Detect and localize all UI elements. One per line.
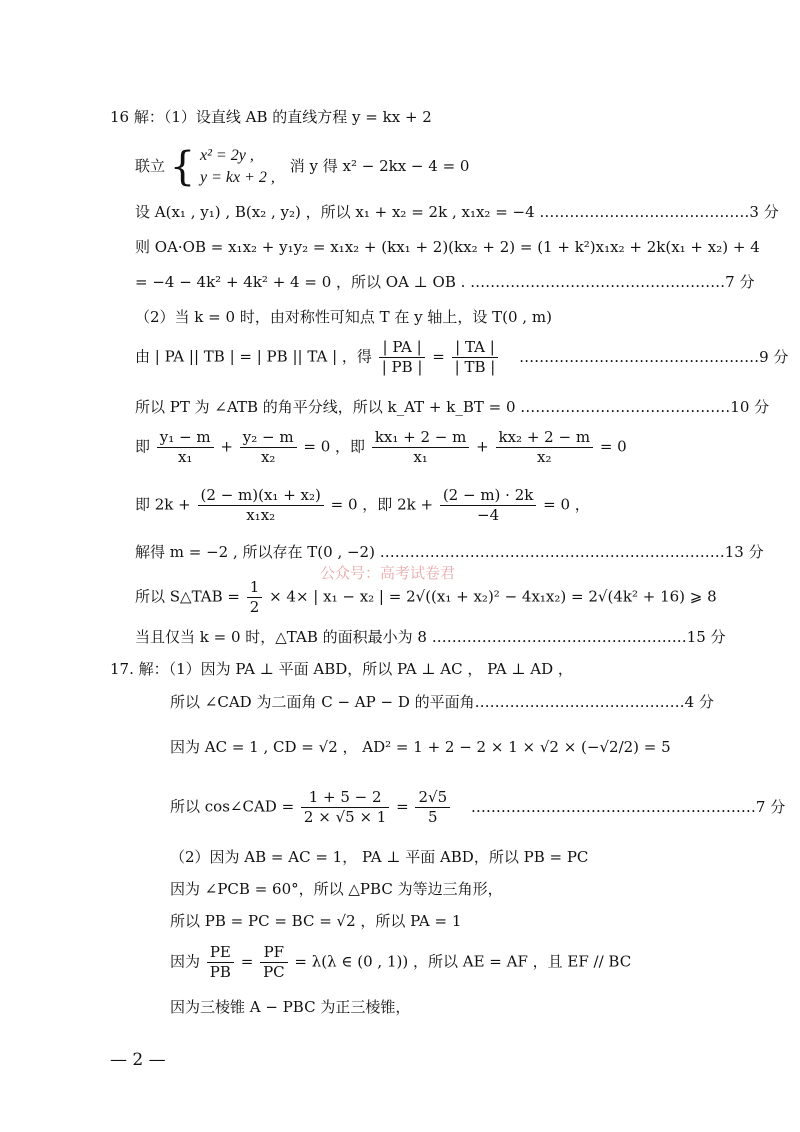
fraction-denominator: 2 × √5 × 1 (303, 808, 387, 826)
line-part2-17: （2）因为 AB = AC = 1， PA ⊥ 平面 ABD，所以 PB = PC (170, 848, 589, 866)
fraction-numerator: (2 − m) · 2k (440, 488, 537, 506)
line-angle-bisector: 所以 PT 为 ∠ATB 的角平分线，所以 k_AT + k_BT = 0 ……………………………………10 分 (135, 398, 770, 416)
line-cosine (170, 790, 785, 825)
fraction-denominator: x₁x₂ (246, 506, 276, 524)
fraction-denominator: PB (209, 963, 231, 981)
fraction-numerator: | TA | (452, 340, 499, 358)
fraction-numerator: y₂ − m (240, 430, 297, 448)
fraction-pe-pb (207, 945, 234, 980)
lambda-suffix: = λ(λ ∈ (0 , 1)) ，所以 AE = AF ，且 EF // BC (294, 952, 632, 971)
line-dot-product: 则 OA·OB = x₁x₂ + y₁y₂ = x₁x₂ + (kx₁ + 2)(kx₂ + 2) = (1 + k²)x₁x₂ + 2k(x₁ + x₂) + 4 (135, 238, 760, 256)
system-prefix: 联立 (135, 157, 166, 175)
line-17-title: 17. 解：（1）因为 PA ⊥ 平面 ABD，所以 PA ⊥ AC ， PA ⊥ AD ， (110, 660, 573, 678)
fraction-numerator: PE (207, 945, 234, 963)
fraction-slope-2 (240, 430, 297, 465)
line-pyramid: 因为三棱锥 A − PBC 为正三棱锥， (170, 998, 411, 1016)
system-eq1: x² = 2y , (200, 147, 254, 164)
slope-prefix: 即 (135, 437, 151, 456)
fraction-simplify-2 (440, 488, 537, 523)
line-system (135, 145, 469, 189)
slope-mid: = 0 ，即 (303, 437, 366, 456)
line-part2-intro: （2）当 k = 0 时，由对称性可知点 T 在 y 轴上，设 T(0 , m) (135, 308, 552, 326)
fraction-denominator: | TB | (454, 358, 496, 376)
simplify-prefix: 即 2k + (135, 495, 191, 514)
fraction-simplify-1 (198, 488, 324, 523)
fraction-denominator: PC (263, 963, 285, 981)
fraction-slope-1 (157, 430, 214, 465)
line-set-points: 设 A(x₁ , y₁) , B(x₂ , y₂) ，所以 x₁ + x₂ = 2k , x₁x₂ = −4 ……………………………………3 分 (135, 203, 779, 221)
fraction-numerator: kx₁ + 2 − m (372, 430, 470, 448)
plus-sign: + (220, 437, 233, 456)
line-min-area: 当且仅当 k = 0 时，△TAB 的面积最小为 8 ……………………………………………15 分 (135, 628, 726, 646)
fraction-numerator: 2√5 (415, 790, 450, 808)
fraction-cosine-1 (301, 790, 389, 825)
page-number: — 2 — (110, 1050, 166, 1070)
fraction-numerator: y₁ − m (157, 430, 214, 448)
fraction-slope-4 (496, 430, 594, 465)
fraction-denominator: 2 (249, 598, 260, 616)
fraction-numerator: | PA | (379, 340, 426, 358)
cosine-suffix: …………………………………………………7 分 (470, 797, 786, 816)
line-pa-value: 所以 PB = PC = BC = √2 ，所以 PA = 1 (170, 912, 462, 930)
lambda-prefix: 因为 (170, 952, 201, 971)
simplify-mid: = 0 ，即 2k + (330, 495, 434, 514)
fraction-pa-pb (379, 340, 426, 375)
fraction-denominator: x₂ (260, 448, 276, 466)
fraction-denominator: | PB | (381, 358, 423, 376)
fraction-numerator: 1 + 5 − 2 (301, 790, 389, 808)
line-solve-m: 解得 m = −2 , 所以存在 T(0 , −2) ……………………………………………………………13 分 (135, 543, 764, 561)
line-lambda (170, 945, 631, 980)
slope-end: = 0 (599, 437, 627, 456)
fraction-numerator: kx₂ + 2 − m (496, 430, 594, 448)
system-eq2: y = kx + 2 , (200, 169, 275, 186)
area-suffix: × 4× | x₁ − x₂ | = 2√((x₁ + x₂)² − 4x₁x₂) = 2√(4k² + 16) ⩾ 8 (269, 587, 717, 606)
system-suffix: 消 y 得 x² − 2kx − 4 = 0 (289, 157, 470, 175)
line-equilateral: 因为 ∠PCB = 60°，所以 △PBC 为等边三角形， (170, 880, 503, 898)
left-brace: { (169, 144, 196, 190)
ratio-prefix: 由 | PA || TB | = | PB || TA | ，得 (135, 347, 372, 366)
cosine-prefix: 所以 cos∠CAD = (170, 797, 295, 816)
fraction-denominator: 5 (428, 808, 438, 826)
line-ad-squared: 因为 AC = 1 , CD = √2 ， AD² = 1 + 2 − 2 × 1 × √2 × (−√2/2) = 5 (170, 738, 671, 756)
lambda-mid: = (240, 952, 254, 971)
equals-sign: = (432, 347, 445, 366)
fraction-numerator: PF (260, 945, 288, 963)
line-area (135, 580, 717, 615)
line-dihedral: 所以 ∠CAD 为二面角 C − AP − D 的平面角……………………………………4 分 (170, 693, 714, 711)
fraction-slope-3 (372, 430, 470, 465)
fraction-denominator: −4 (477, 506, 500, 524)
area-prefix: 所以 S△TAB = (135, 587, 240, 606)
fraction-numerator: 1 (247, 580, 263, 598)
fraction-half (247, 580, 263, 615)
cosine-mid: = (396, 797, 409, 816)
line-simplify (135, 488, 590, 523)
line-slope-sum (135, 430, 627, 465)
fraction-denominator: x₂ (537, 448, 552, 466)
plus-sign: + (476, 437, 489, 456)
line-16-title: 16 解：（1）设直线 AB 的直线方程 y = kx + 2 (110, 108, 432, 126)
line-ratio (135, 340, 788, 375)
fraction-numerator: (2 − m)(x₁ + x₂) (198, 488, 324, 506)
fraction-pf-pc (260, 945, 288, 980)
fraction-ta-tb (452, 340, 499, 375)
watermark: 公众号：高考试卷君 (320, 564, 456, 582)
line-perpendicular: = −4 − 4k² + 4k² + 4 = 0 ，所以 OA ⊥ OB . ……………………………………………7 分 (135, 273, 755, 291)
equation-system (200, 145, 275, 189)
fraction-denominator: x₁ (177, 448, 193, 466)
fraction-denominator: x₁ (413, 448, 428, 466)
simplify-end: = 0 ， (543, 495, 590, 514)
fraction-cosine-2 (415, 790, 450, 825)
ratio-suffix: …………………………………………9 分 (519, 347, 789, 366)
